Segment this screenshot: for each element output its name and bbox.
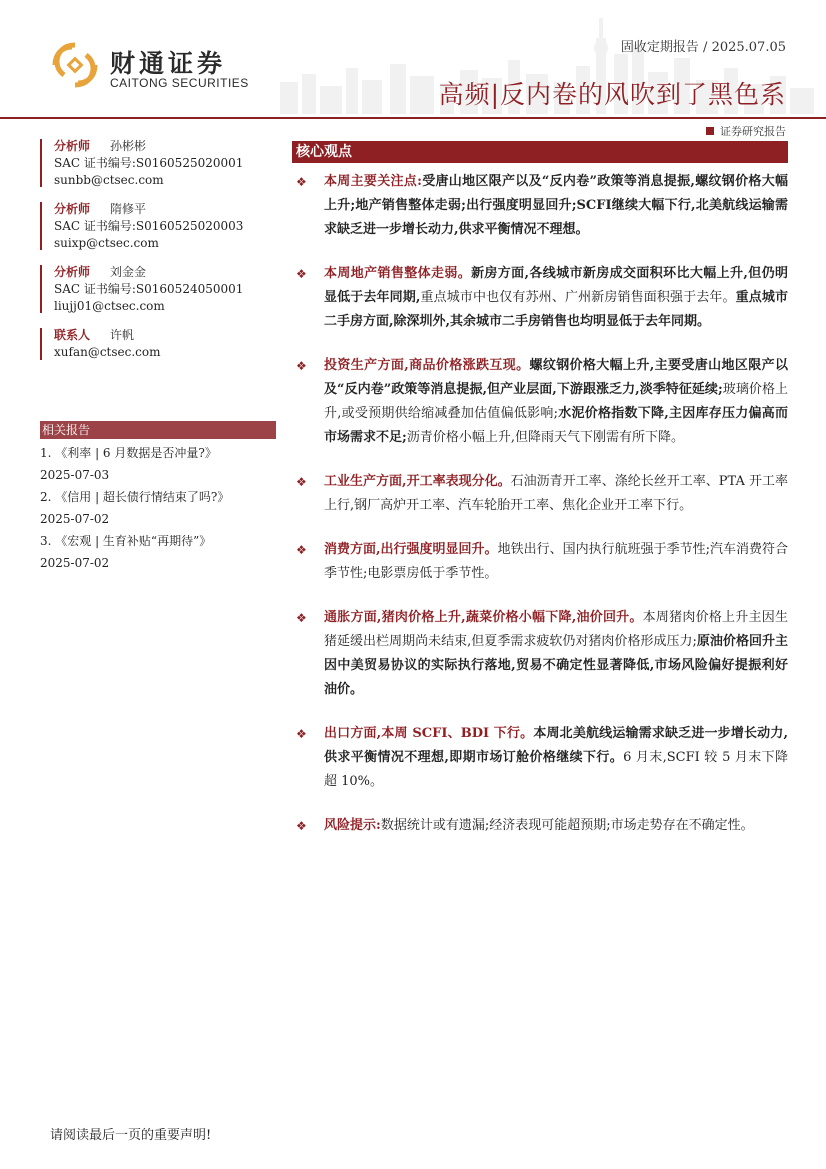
contact-name: 许帆 — [110, 328, 135, 342]
point-bold-text: 螺纹钢价格大幅上升,主要受唐山地区限产以及“反内卷”政策等消息提振,但产业层面,下游跟涨乏力,淡季特征延续; — [324, 358, 789, 397]
contact-role: 联系人 — [54, 328, 91, 342]
analyst-cert: SAC 证书编号:S0160525020003 — [54, 219, 244, 233]
point-bold-text-2: 水泥价格指数下降,主因库存压力偏高而市场需求不足; — [324, 406, 789, 445]
point-text: 数据统计或有遗漏;经济表现可能超预期;市场走势存在不确定性。 — [380, 818, 754, 833]
core-point — [292, 170, 788, 242]
diamond-bullet-icon: ❖ — [296, 727, 307, 741]
point-text-2: 沥青价格小幅上升,但降雨天气下刚需有所下降。 — [406, 430, 684, 445]
related-report-date: 2025-07-02 — [40, 556, 110, 570]
logo-english-name: CAITONG SECURITIES — [110, 76, 249, 90]
related-report-title[interactable]: 3. 《宏观 | 生育补贴“再期待”》 — [40, 534, 212, 548]
report-meta: 固收定期报告 / 2025.07.05 — [620, 40, 786, 55]
analyst-card — [40, 201, 276, 252]
core-points-list — [292, 170, 788, 838]
diamond-bullet-icon: ❖ — [296, 611, 307, 625]
point-bold-text: 新房方面,各线城市新房成交面积环比大幅上升,但仍明显低于去年同期, — [324, 266, 788, 305]
point-bold-text-2: 原油价格回升主因中美贸易协议的实际执行落地,贸易不确定性显著降低,市场风险偏好提振利好油价。 — [324, 634, 788, 697]
analyst-accent-bar — [40, 265, 42, 313]
related-reports-heading: 相关报告 — [40, 421, 276, 439]
footer-disclaimer-note: 请阅读最后一页的重要声明! — [50, 1128, 212, 1143]
analyst-role: 分析师 — [54, 139, 91, 153]
point-headline: 风险提示: — [324, 818, 381, 833]
point-headline: 出口方面,本周 SCFI、BDI 下行。 — [324, 726, 534, 741]
header-divider — [0, 117, 826, 119]
analyst-name: 刘金金 — [110, 265, 147, 279]
analyst-accent-bar — [40, 202, 42, 250]
core-point — [292, 538, 788, 586]
analyst-card — [40, 138, 276, 189]
main-content — [292, 141, 788, 858]
analyst-email[interactable]: liujj01@ctsec.com — [54, 299, 165, 313]
core-point — [292, 722, 788, 794]
related-report-date: 2025-07-03 — [40, 468, 110, 482]
point-text: 重点城市中也仅有苏州、广州新房销售面积强于去年。 — [420, 290, 736, 305]
point-bold-text: 本周北美航线运输需求缺乏进一步增长动力,供求平衡情况不理想,即期市场订舱价格继续下行。 — [324, 726, 789, 765]
contact-card — [40, 327, 276, 361]
core-point — [292, 814, 788, 838]
diamond-bullet-icon: ❖ — [296, 359, 307, 373]
report-type-label: 证券研究报告 — [720, 125, 786, 138]
analyst-cert: SAC 证书编号:S0160525020001 — [54, 156, 244, 170]
analyst-cert: SAC 证书编号:S0160524050001 — [54, 282, 244, 296]
diamond-bullet-icon: ❖ — [296, 543, 307, 557]
related-report-item[interactable] — [40, 486, 276, 530]
analyst-name: 隋修平 — [110, 202, 147, 216]
analyst-role: 分析师 — [54, 265, 91, 279]
analyst-name: 孙彬彬 — [110, 139, 147, 153]
point-headline: 本周主要关注点: — [324, 174, 422, 189]
diamond-bullet-icon: ❖ — [296, 267, 307, 281]
analyst-card — [40, 264, 276, 315]
analyst-email[interactable]: suixp@ctsec.com — [54, 236, 159, 250]
logo-mark-icon — [52, 42, 98, 88]
point-headline: 工业生产方面,开工率表现分化。 — [324, 474, 511, 489]
core-point — [292, 354, 788, 450]
point-headline: 消费方面,出行强度明显回升。 — [324, 542, 498, 557]
point-text: 本周猪肉价格上升主因生猪延缓出栏周期尚未结束,但夏季需求疲软仍对猪肉价格形成压力; — [324, 610, 788, 649]
diamond-bullet-icon: ❖ — [296, 819, 307, 833]
logo-chinese-name: 财通证券 — [110, 49, 227, 78]
related-report-date: 2025-07-02 — [40, 512, 110, 526]
point-bold-text: 受唐山地区限产以及“反内卷”政策等消息提振,螺纹钢价格大幅上升;地产销售整体走弱;出行强度明显回升;SCFI继续大幅下行,北美航线运输需求缺乏进一步增长动力,供求平衡情况不理想。 — [324, 174, 788, 237]
point-text: 6 月末,SCFI 较 5 月末下降超 10%。 — [324, 750, 789, 789]
analyst-accent-bar — [40, 139, 42, 187]
core-point — [292, 262, 788, 334]
diamond-bullet-icon: ❖ — [296, 475, 307, 489]
report-type — [706, 123, 786, 139]
related-report-title[interactable]: 1. 《利率 | 6 月数据是否冲量?》 — [40, 446, 217, 460]
core-point — [292, 470, 788, 518]
point-bold-text-2: 重点城市二手房方面,除深圳外,其余城市二手房销售也均明显低于去年同期。 — [324, 290, 788, 329]
core-views-heading: 核心观点 — [292, 141, 788, 163]
related-reports-list — [40, 442, 276, 574]
analyst-email[interactable]: sunbb@ctsec.com — [54, 173, 164, 187]
contact-email[interactable]: xufan@ctsec.com — [54, 345, 161, 359]
related-report-item[interactable] — [40, 442, 276, 486]
analyst-role: 分析师 — [54, 202, 91, 216]
point-text: 石油沥青开工率、涤纶长丝开工率、PTA 开工率上行,钢厂高炉开工率、汽车轮胎开工率、焦化企业开工率下行。 — [324, 474, 788, 513]
related-reports — [40, 421, 276, 574]
report-title: 高频|反内卷的风吹到了黑色系 — [438, 80, 786, 109]
sidebar — [40, 138, 276, 373]
diamond-bullet-icon: ❖ — [296, 175, 307, 189]
related-report-item[interactable] — [40, 530, 276, 574]
point-text: 地铁出行、国内执行航班强于季节性;汽车消费符合季节性;电影票房低于季节性。 — [324, 542, 788, 581]
point-headline: 本周地产销售整体走弱。 — [324, 266, 472, 281]
square-bullet-icon — [706, 127, 714, 135]
point-headline: 投资生产方面,商品价格涨跌互现。 — [324, 358, 530, 373]
core-point — [292, 606, 788, 702]
related-report-title[interactable]: 2. 《信用 | 超长债行情结束了吗?》 — [40, 490, 230, 504]
contact-accent-bar — [40, 328, 42, 360]
company-logo — [52, 42, 252, 92]
point-text: 玻璃价格上升,或受预期供给缩减叠加估值偏低影响; — [324, 382, 788, 421]
point-headline: 通胀方面,猪肉价格上升,蔬菜价格小幅下降,油价回升。 — [324, 610, 643, 625]
